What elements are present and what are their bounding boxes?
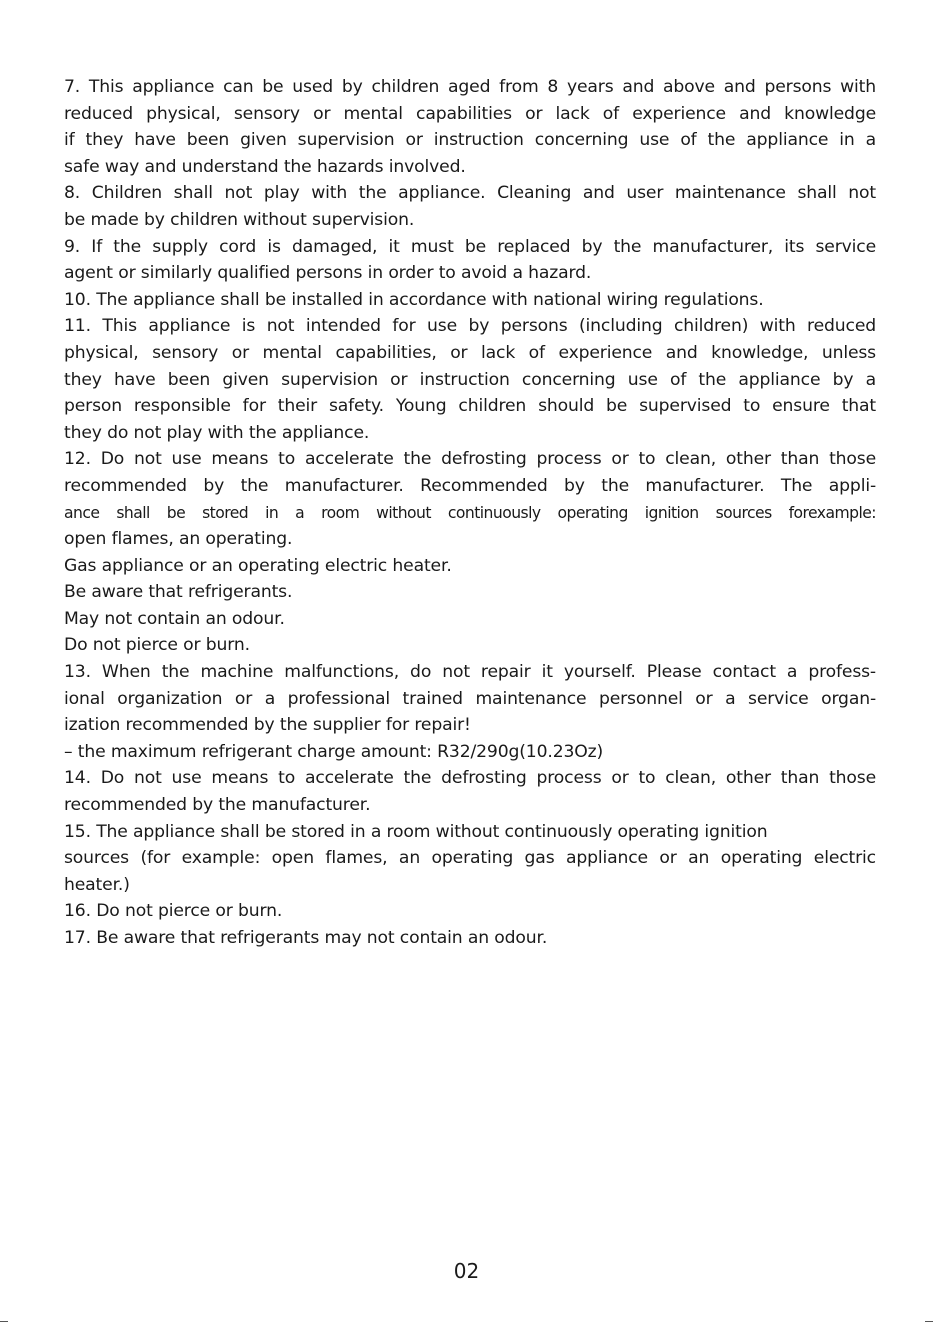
instruction-line: Be aware that refrigerants. — [64, 582, 293, 603]
instruction-line: recommended by the manufacturer. — [64, 795, 371, 816]
instruction-line: 10. The appliance shall be installed in accordance with national wiring regulations. — [64, 289, 764, 310]
instruction-line: sources (for example: open flames, an operating gas appliance or an operating electric — [64, 848, 876, 869]
page-number: 02 — [453, 1259, 480, 1283]
instruction-line: Gas appliance or an operating electric heater. — [64, 555, 452, 576]
safety-instructions — [64, 74, 876, 952]
crop-mark-right — [925, 1321, 933, 1322]
instruction-line: they have been given supervision or instruction concerning use of the appliance by a — [64, 369, 876, 390]
instruction-line: safe way and understand the hazards involved. — [64, 156, 466, 177]
instruction-line: – the maximum refrigerant charge amount: R32/290g(10.23Oz) — [64, 741, 604, 762]
instruction-line: 14. Do not use means to accelerate the defrosting process or to clean, other than those — [64, 768, 876, 789]
instruction-line: they do not play with the appliance. — [64, 422, 370, 443]
instruction-line: 17. Be aware that refrigerants may not contain an odour. — [64, 928, 548, 948]
instruction-line: Do not pierce or burn. — [64, 635, 250, 656]
instruction-line: if they have been given supervision or instruction concerning use of the appliance in a — [64, 130, 876, 151]
instruction-line: 7. This appliance can be used by children aged from 8 years and above and persons with — [64, 77, 876, 97]
instruction-line: reduced physical, sensory or mental capabilities or lack of experience and knowledge — [64, 103, 876, 124]
instruction-line: ization recommended by the supplier for repair! — [64, 715, 471, 736]
instruction-line: 13. When the machine malfunctions, do not repair it yourself. Please contact a profess- — [64, 662, 876, 683]
instruction-line: ional organization or a professional trained maintenance personnel or a service organ- — [64, 688, 876, 709]
instruction-line: 12. Do not use means to accelerate the defrosting process or to clean, other than those — [64, 449, 876, 470]
instruction-line: 16. Do not pierce or burn. — [64, 901, 283, 922]
instruction-line: physical, sensory or mental capabilities, or lack of experience and knowledge, unless — [64, 342, 876, 363]
instruction-line: 15. The appliance shall be stored in a room without continuously operating ignition — [64, 821, 768, 842]
instruction-line: agent or similarly qualified persons in order to avoid a hazard. — [64, 263, 592, 284]
instruction-line: heater.) — [64, 874, 130, 895]
instruction-line: 11. This appliance is not intended for use by persons (including children) with reduced — [64, 316, 876, 337]
instruction-line: recommended by the manufacturer. Recommended by the manufacturer. The appli- — [64, 475, 876, 496]
instruction-line: be made by children without supervision. — [64, 209, 415, 230]
crop-mark-left — [0, 1321, 8, 1322]
instruction-line: person responsible for their safety. Young children should be supervised to ensure that — [64, 396, 876, 417]
instruction-line: open flames, an operating. — [64, 529, 293, 550]
instruction-line: 9. If the supply cord is damaged, it must be replaced by the manufacturer, its service — [64, 236, 876, 257]
instruction-line: 8. Children shall not play with the appliance. Cleaning and user maintenance shall not — [64, 183, 876, 204]
instruction-line: May not contain an odour. — [64, 608, 285, 629]
instruction-line: ance shall be stored in a room without continuously operating ignition sources forexample: — [64, 503, 876, 522]
